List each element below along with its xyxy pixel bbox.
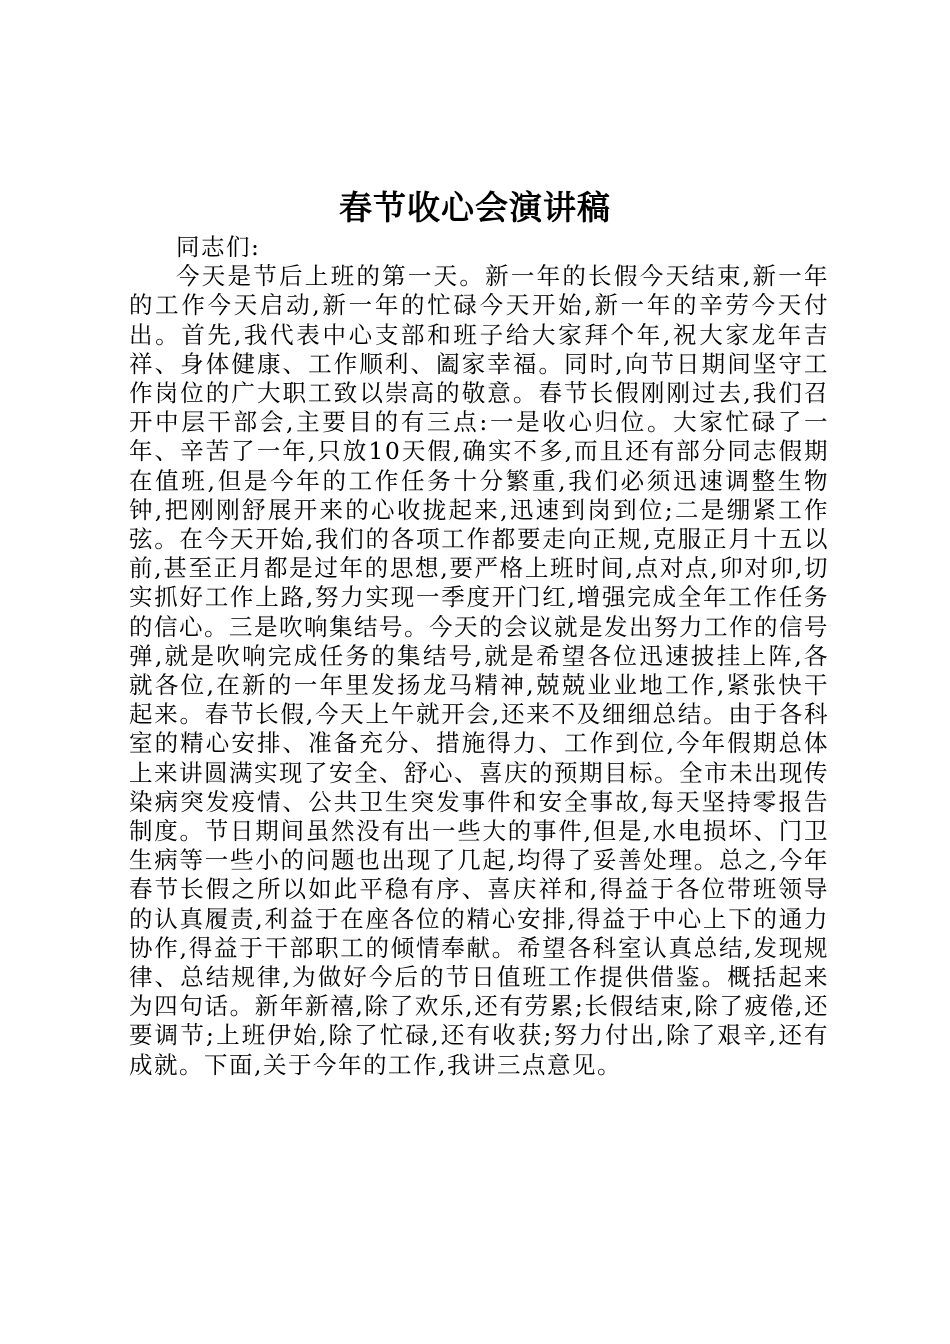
document-title: 春节收心会演讲稿: [339, 188, 611, 227]
speech-paragraph: 今天是节后上班的第一天。新一年的长假今天结束,新一年的工作今天启动,新一年的忙碌今天开始,新一年的辛劳今天付出。首先,我代表中心支部和班子给大家拜个年,祝大家龙年吉祥、身体健康、工作顺利、阖家幸福。同时,向节日期间坚守工作岗位的广大职工致以崇高的敬意。春节长假刚刚过去,我们召开中层干部会,主要目的有三点:一是收心归位。大家忙碌了一年、辛苦了一年,只放10天假,确实不多,而且还有部分同志假期在值班,但是今年的工作任务十分繁重,我们必须迅速调整生物钟,把刚刚舒展开来的心收拢起来,迅速到岗到位;二是绷紧工作弦。在今天开始,我们的各项工作都要走向正规,克服正月十五以前,甚至正月都是过年的思想,要严格上班时间,点对点,卯对卯,切实抓好工作上路,努力实现一季度开门红,增强完成全年工作任务的信心。三是吹响集结号。今天的会议就是发出努力工作的信号弹,就是吹响完成任务的集结号,就是希望各位迅速披挂上阵,各就各位,在新的一年里发扬龙马精神,兢兢业业地工作,紧张快干起来。春节长假,今天上午就开会,还来不及细细总结。由于各科室的精心安排、准备充分、措施得力、工作到位,今年假期总体上来讲圆满实现了安全、舒心、喜庆的预期目标。全市未出现传染病突发疫情、公共卫生突发事件和安全事故,每天坚持零报告制度。节日期间虽然没有出一些大的事件,但是,水电损坏、门卫生病等一些小的问题也出现了几起,均得了妥善处理。总之,今年春节长假之所以如此平稳有序、喜庆祥和,得益于各位带班领导的认真履责,利益于在座各位的精心安排,得益于中心上下的通力协作,得益于干部职工的倾情奉献。希望各科室认真总结,发现规律、总结规律,为做好今后的节日值班工作提供借鉴。概括起来为四句话。新年新禧,除了欢乐,还有劳累;长假结束,除了疲倦,还要调节;上班伊始,除了忙碌,还有收获;努力付出,除了艰辛,还有成就。下面,关于今年的工作,我讲三点意见。: [129, 262, 829, 1079]
salutation-paragraph: 同志们:: [176, 233, 261, 261]
document-body: [129, 233, 829, 1080]
